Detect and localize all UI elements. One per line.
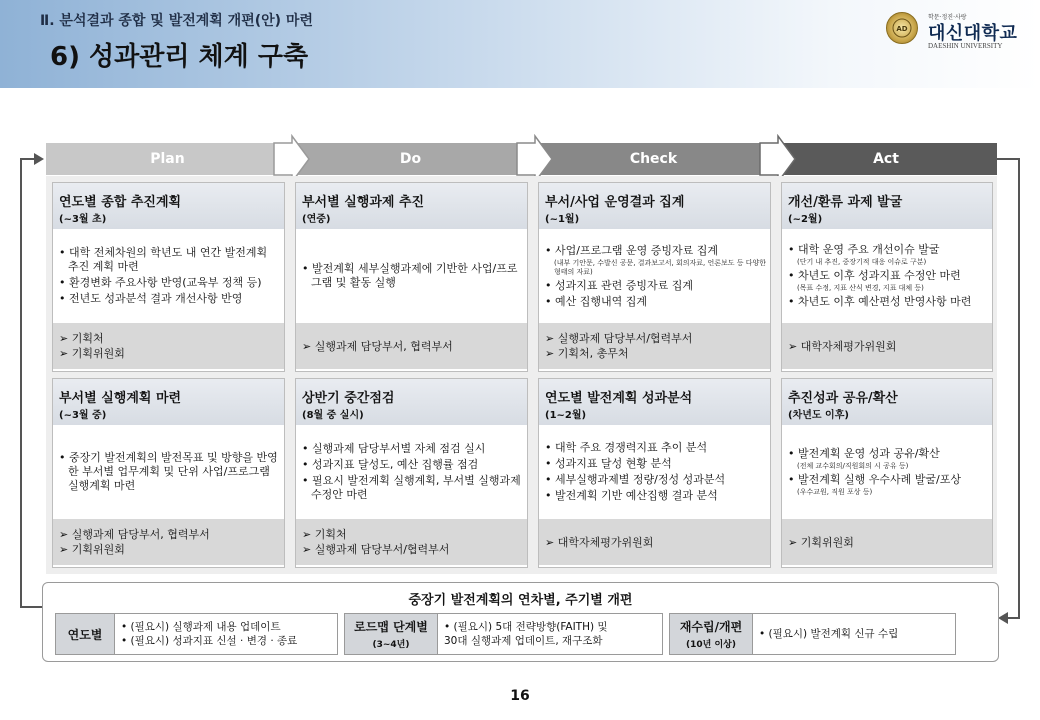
loop-line-right-vertical [1018,158,1020,618]
owner-item: ➢ 기획위원회 [59,542,278,557]
bullet-item: • 환경변화 주요사항 반영(교육부 정책 등) [59,276,280,290]
card-check-analysis [538,378,771,568]
card-period: (~2월) [788,214,823,225]
bullet-item: • 실행과제 담당부서별 자체 점검 실시 [302,442,523,456]
card-header [782,183,992,229]
bullet-item: • 중장기 발전계획의 발전목표 및 방향을 반영한 부서별 업무계획 및 단위 사업/프로그램 실행계획 마련 [59,451,280,493]
card-header [539,379,770,425]
card-act-improvement [781,182,993,372]
owner-item: ➢ 실행과제 담당부서, 협력부서 [59,527,278,542]
owner-item: ➢ 실행과제 담당부서/협력부서 [545,331,764,346]
revision-cycle-title: 중장기 발전계획의 연차별, 주기별 개편 [408,593,633,608]
svg-text:AD: AD [896,25,908,33]
bullet-item: • 세부실행과제별 정량/정성 성과분석 [545,473,766,487]
card-body [296,229,527,323]
bullet-item: • 대학 주요 경쟁력지표 추이 분석 [545,441,766,455]
owner-item: ➢ 실행과제 담당부서, 협력부서 [302,339,521,354]
card-do-midterm-check [295,378,528,568]
phase-check: Check [532,143,775,175]
bullet-item: • 전년도 성과분석 결과 개선사항 반영 [59,292,280,306]
bullet-item: • 사업/프로그램 운영 증빙자료 집계 [545,244,766,258]
card-body [53,229,284,323]
revision-cycle-box [42,582,999,662]
card-title: 개선/환류 과제 발굴 [788,195,903,210]
bullet-note: (우수교원, 직원 포상 등) [797,488,873,496]
card-owners [782,519,992,565]
card-period: (~3월 초) [59,214,107,225]
bullet-item: • 차년도 이후 성과지표 수정안 마련 [788,269,988,283]
revision-desc-roadmap: • (필요시) 5대 전략방향(FAITH) 및 30대 실행과제 업데이트, 재구조화 [438,613,663,655]
card-check-results [538,182,771,372]
card-period: (~3월 중) [59,410,107,421]
card-header [539,183,770,229]
card-body [53,425,284,519]
owner-item: ➢ 기획위원회 [59,346,278,361]
university-seal-icon [886,12,918,44]
bullet-note: (목표 수정, 지표 산식 변경, 지표 대체 등) [797,284,924,292]
loop-arrow-into-plan-icon [34,153,44,165]
phase-plan: Plan [46,143,289,175]
card-title: 부서별 실행계획 마련 [59,391,182,406]
card-owners [53,519,284,565]
revision-label-roadmap: 로드맵 단계별 (3~4년) [344,613,438,655]
card-owners [296,323,527,369]
bullet-item: • 발전계획 운영 성과 공유/확산 [788,447,988,461]
card-plan-annual [52,182,285,372]
bullet-item: • 차년도 이후 예산편성 반영사항 마련 [788,295,988,309]
card-owners [539,519,770,565]
bullet-item: • 성과지표 관련 증빙자료 집계 [545,279,766,293]
revision-label-annual: 연도별 [55,613,115,655]
bullet-item: • 대학 전체차원의 학년도 내 연간 발전계획 추진 계획 마련 [59,246,280,274]
bullet-note: (단기 내 추진, 중장기적 대응 이슈로 구분) [797,258,927,266]
card-title: 상반기 중간점검 [302,391,395,406]
phase-act: Act [775,143,997,175]
card-period: (차년도 이후) [788,410,849,421]
card-header [53,183,284,229]
owner-item: ➢ 실행과제 담당부서/협력부서 [302,542,521,557]
card-owners [782,323,992,369]
university-logo [886,12,1036,52]
card-header [782,379,992,425]
owner-item: ➢ 기획처 [302,527,521,542]
card-title: 연도별 발전계획 성과분석 [545,391,693,406]
revision-desc-reestablish: • (필요시) 발전계획 신규 수립 [753,613,956,655]
card-body [539,229,770,323]
loop-line-right-bottom [1006,617,1020,619]
card-body [782,229,992,323]
bullet-item: • 발전계획 실행 우수사례 발굴/포상 [788,473,988,487]
card-period: (8월 중 실시) [302,410,364,421]
logo-english-name: DAESHIN UNIVERSITY [928,42,1003,50]
owner-item: ➢ 대학자체평가위원회 [545,535,764,550]
card-owners [539,323,770,369]
card-body [539,425,770,519]
card-title: 부서별 실행과제 추진 [302,195,425,210]
card-period: (1~2월) [545,410,587,421]
page-number: 16 [510,688,530,704]
card-period: (~1월) [545,214,580,225]
revision-cycle-row [55,613,985,655]
owner-item: ➢ 기획위원회 [788,535,986,550]
bullet-item: • 발전계획 세부실행과제에 기반한 사업/프로그램 및 활동 실행 [302,262,523,290]
bullet-note: (전체 교수회의/직원회의 시 공유 등) [797,462,909,470]
card-do-execution [295,182,528,372]
owner-item: ➢ 기획처, 총무처 [545,346,764,361]
loop-line-left-bottom [20,606,42,608]
revision-label-reestablish: 재수립/개편 (10년 이상) [669,613,753,655]
bullet-item: • 필요시 발전계획 실행계획, 부서별 실행과제 수정안 마련 [302,474,523,502]
card-title: 부서/사업 운영결과 집계 [545,195,685,210]
card-owners [53,323,284,369]
logo-motto: 학문·정진·사랑 [928,14,967,21]
loop-line-right-top [997,158,1020,160]
card-header [296,379,527,425]
revision-desc-annual: • (필요시) 실행과제 내용 업데이트 • (필요시) 성과지표 신설 · 변경 · 종료 [115,613,338,655]
card-plan-department [52,378,285,568]
section-heading: Ⅱ. 분석결과 종합 및 발전계획 개편(안) 마련 [40,13,313,29]
phase-do: Do [289,143,532,175]
owner-item: ➢ 기획처 [59,331,278,346]
card-act-sharing [781,378,993,568]
loop-line-left-vertical [20,159,22,607]
bullet-item: • 발전계획 기반 예산집행 결과 분석 [545,489,766,503]
card-owners [296,519,527,565]
card-header [296,183,527,229]
bullet-item: • 성과지표 달성 현황 분석 [545,457,766,471]
card-title: 연도별 종합 추진계획 [59,195,182,210]
card-body [296,425,527,519]
owner-item: ➢ 대학자체평가위원회 [788,339,986,354]
bullet-item: • 예산 집행내역 집계 [545,295,766,309]
logo-name: 대신대학교 [928,23,1018,44]
loop-arrow-into-bottom-icon [998,612,1008,624]
bullet-note: (내부 기안문, 수발신 공문, 결과보고서, 회의자료, 언론보도 등 다양한 형태의 자료) [554,258,767,276]
card-period: (연중) [302,214,331,225]
bullet-item: • 대학 운영 주요 개선이슈 발굴 [788,243,988,257]
page-title: 6) 성과관리 체계 구축 [50,42,309,72]
card-body [782,425,992,519]
card-header [53,379,284,425]
bullet-item: • 성과지표 달성도, 예산 집행률 점검 [302,458,523,472]
card-title: 추진성과 공유/확산 [788,391,898,406]
